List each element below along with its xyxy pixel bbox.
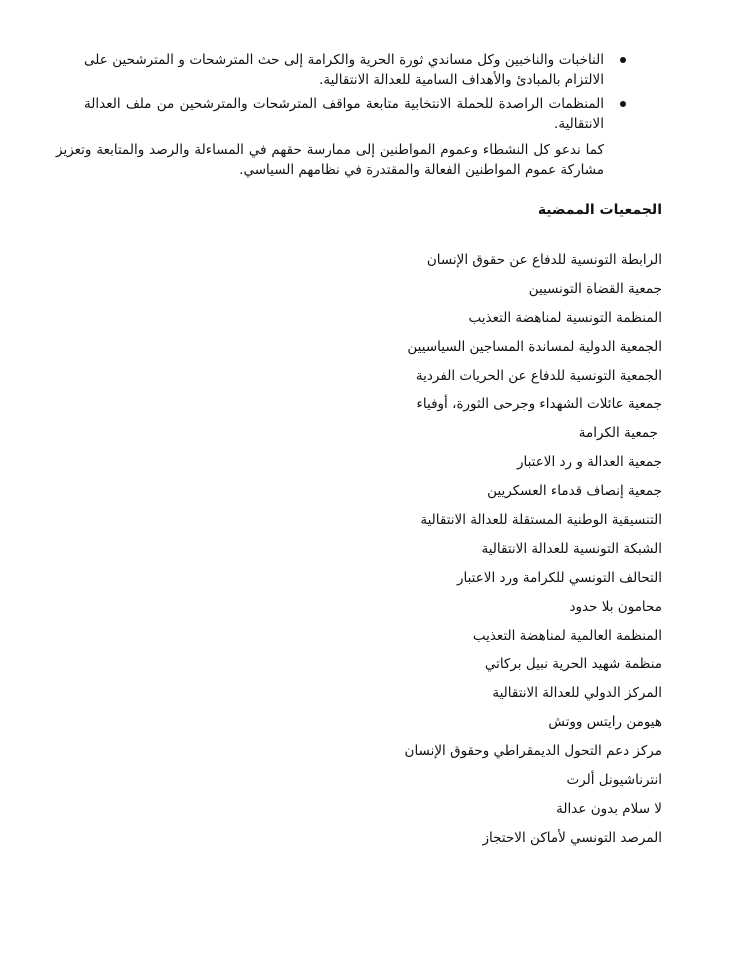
bullet-item bbox=[84, 94, 604, 134]
signatory-item: الشبكة التونسية للعدالة الانتقالية bbox=[481, 540, 662, 557]
demands-bullet-list bbox=[84, 50, 604, 138]
signatory-item: المركز الدولي للعدالة الانتقالية bbox=[492, 685, 662, 702]
signatory-item: الجمعية الدولية لمساندة المساجين السياسيين bbox=[407, 338, 662, 355]
bullet-text: الناخبات والناخبين وكل مساندي ثورة الحرية والكرامة إلى حث المترشحات و المترشحين على الالتزام بالمبادئ والأهداف السامية للعدالة الانتقالية. bbox=[84, 52, 604, 88]
signatory-item: جمعية الكرامة bbox=[578, 425, 658, 442]
signatory-item: انترناشيونل ألرت bbox=[566, 772, 662, 789]
signatory-item: المرصد التونسي لأماكن الاحتجاز bbox=[482, 829, 662, 846]
call-to-action-paragraph: كما ندعو كل النشطاء وعموم المواطنين إلى ممارسة حقهم في المساءلة والرصد والمتابعة وتعزيز مشاركة عموم المواطنين الفعالة والمقتدرة في نظامهم السياسي. bbox=[56, 142, 604, 178]
signatory-item: مركز دعم التحول الديمقراطي وحقوق الإنسان bbox=[404, 743, 662, 760]
signatory-item: التحالف التونسي للكرامة ورد الاعتبار bbox=[456, 569, 662, 586]
signatories-list bbox=[405, 250, 662, 857]
bullet-dot-icon bbox=[620, 57, 626, 63]
signatory-item: جمعية العدالة و رد الاعتبار bbox=[516, 454, 662, 471]
signatory-item: محامون بلا حدود bbox=[569, 598, 662, 615]
bullet-dot-icon bbox=[620, 101, 626, 107]
signatory-item: لا سلام بدون عدالة bbox=[556, 800, 662, 817]
bullet-text: المنظمات الراصدة للحملة الانتخابية متابعة مواقف المترشحات والمترشحين من ملف العدالة الانتقالية. bbox=[84, 96, 604, 132]
signatory-item: جمعية عائلات الشهداء وجرحى الثورة، أوفياء bbox=[416, 396, 662, 413]
signatory-item: الرابطة التونسية للدفاع عن حقوق الإنسان bbox=[426, 252, 662, 268]
signatory-item: منظمة شهيد الحرية نبيل بركاتي bbox=[484, 656, 662, 673]
signatory-item: المنظمة التونسية لمناهضة التعذيب bbox=[468, 309, 662, 326]
bullet-item bbox=[84, 50, 604, 90]
signatory-item: الجمعية التونسية للدفاع عن الحريات الفردية bbox=[415, 367, 662, 384]
signatory-item: جمعية القضاة التونسيين bbox=[528, 280, 662, 297]
signatory-item: المنظمة العالمية لمناهضة التعذيب bbox=[472, 627, 662, 644]
section-heading-signatories: الجمعيات الممضية bbox=[537, 202, 662, 218]
signatory-item: هيومن رايتس ووتش bbox=[548, 714, 662, 731]
signatory-item: التنسيقية الوطنية المستقلة للعدالة الانتقالية bbox=[420, 512, 662, 529]
signatory-item: جمعية إنصاف قدماء العسكريين bbox=[487, 483, 662, 500]
